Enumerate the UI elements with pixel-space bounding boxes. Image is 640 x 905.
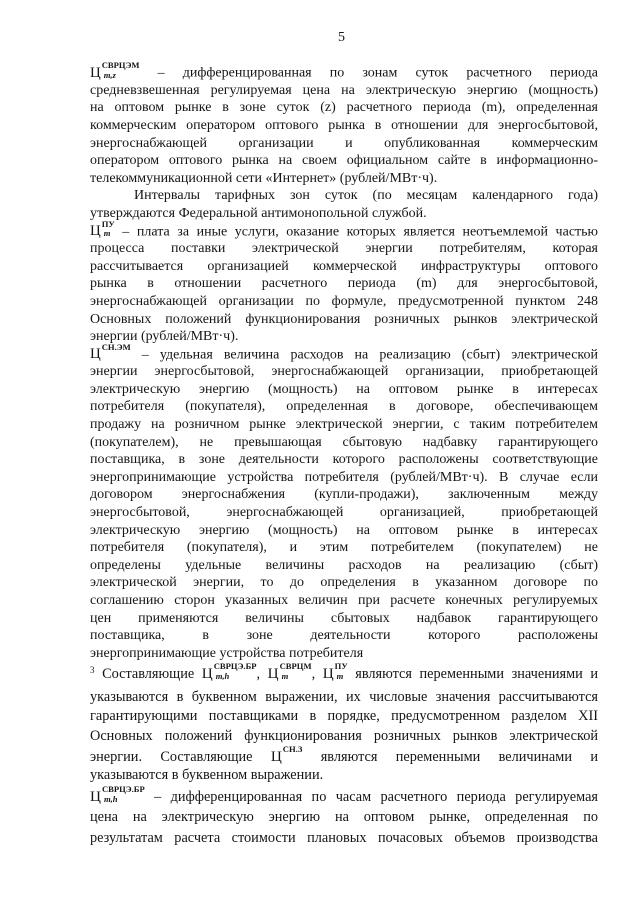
formula-symbol: [90, 60, 140, 81]
text-line: [90, 451, 598, 469]
text-run: Основных положений функционирования розничных рынков электрической: [90, 311, 598, 327]
text-run: энергии. Составляющие: [90, 748, 271, 765]
text-run: энергопринимающие устройства потребителя (рублей/МВт·ч). В случае если: [90, 469, 598, 485]
text-line: [90, 627, 598, 645]
formula-base: Ц: [270, 747, 282, 765]
formula-symbol: [90, 784, 145, 805]
continued-text: [90, 784, 598, 849]
text-line: [90, 807, 598, 828]
footnote-block: [90, 661, 598, 786]
formula-symbol: [90, 218, 115, 240]
formula-subscript: [283, 754, 285, 764]
text-run: продажу на розничном рынке электрической энергии, с таким потребителем: [90, 417, 598, 433]
text-run: результатам расчета стоимости плановых почасовых объемов производства: [90, 829, 598, 846]
formula-base: Ц: [90, 64, 101, 81]
text-line: [90, 504, 598, 522]
text-run: ,: [311, 666, 323, 683]
formula-base: Ц: [90, 346, 101, 363]
formula-indices: [102, 61, 140, 80]
text-run: – дифференцированная по зонам суток расчетного периода: [139, 65, 598, 81]
text-line: [90, 557, 598, 575]
text-line: [90, 592, 598, 610]
text-line: [90, 486, 598, 504]
formula-subscript: m: [336, 670, 344, 681]
text-run: являются переменными значениями и: [347, 666, 598, 683]
text-run: энергопринимающие устройства потребителя: [90, 645, 364, 661]
text-run: Интервалы тарифных зон суток (по месяцам календарного года): [134, 188, 598, 204]
text-run: поставщика, в зоне деятельности которого расположены соответствующие: [90, 452, 598, 468]
formula-superscript: ПУ: [334, 661, 348, 672]
text-run: оператором оптового рынка на своем официальном сайте в информационно-: [90, 153, 598, 169]
text-line: [90, 170, 598, 188]
text-run: потребителя (покупателя), определенная в договоре, обеспечивающем: [90, 399, 598, 415]
text-run: процесса поставки электрической энергии потребителям, которая: [90, 241, 598, 257]
formula-subscript: [102, 352, 104, 362]
text-line: [90, 218, 598, 241]
formula-indices: [102, 343, 131, 362]
text-line: [90, 60, 598, 82]
text-line: [90, 381, 598, 399]
text-line: [90, 727, 598, 747]
text-line: [90, 688, 598, 708]
footnote-marker: 3: [90, 665, 95, 676]
text-line: [90, 99, 598, 117]
formula-superscript: СН.З: [282, 743, 303, 754]
formula-base: Ц: [90, 787, 101, 805]
text-line: [90, 293, 598, 311]
text-run: указываются в буквенном выражении.: [90, 767, 324, 784]
text-run: соглашению сторон указанных величин при расчете конечных регулируемых: [90, 593, 598, 608]
text-run: указываются в буквенном выражении, их числовые значения рассчитываются: [90, 688, 598, 705]
text-line: [90, 135, 598, 153]
formula-subscript: m: [103, 228, 111, 239]
formula-subscript: m: [281, 670, 289, 681]
text-run: являются переменными величинами и: [302, 748, 598, 765]
formula-superscript: СВРЦЭМ: [101, 60, 140, 71]
formula-symbol: [90, 341, 131, 363]
text-line: [90, 416, 598, 434]
formula-symbol: [201, 661, 257, 683]
formula-base: Ц: [267, 665, 279, 683]
text-run: цена на электрическую энергию на оптовом рынке, определенная по: [90, 809, 598, 826]
text-run: Составляющие: [94, 666, 202, 683]
formula-symbol: [270, 743, 303, 765]
paragraph-other-services-fee: [90, 218, 598, 346]
text-run: электрическую энергию (мощность) на оптовом рынке в интересах: [90, 381, 598, 397]
text-line: [90, 258, 598, 276]
formula-subscript: m,h: [215, 670, 230, 681]
text-run: телекоммуникационной сети «Интернет» (рублей/МВт·ч).: [90, 170, 438, 186]
text-run: ,: [256, 666, 268, 683]
text-line: [90, 434, 598, 452]
text-run: электрической энергии, то до определения в указанном договоре по: [90, 575, 598, 591]
text-line: [90, 610, 598, 628]
text-line: [90, 275, 598, 293]
text-run: договором энергоснабжения (купли-продажи), заключенным между: [90, 487, 598, 503]
text-run: – дифференцированная по часам расчетного периода регулируемая: [144, 788, 598, 805]
formula-subscript: m,h: [103, 793, 118, 804]
text-line: [90, 363, 598, 381]
text-run: коммерческим оператором оптового рынка в отношении для энергосбытовой,: [90, 117, 598, 133]
text-line: [90, 398, 598, 416]
text-run: потребителя (покупателя), и этим потребителем (покупателем) не: [90, 540, 598, 556]
text-line: [90, 82, 598, 100]
text-line: [90, 328, 598, 346]
formula-superscript: СН.ЭМ: [101, 341, 131, 352]
paragraph-footnote: [90, 661, 598, 786]
text-run: на оптовом рынке в зоне суток (z) расчетного периода (m), определенная: [90, 100, 598, 116]
text-line: [90, 152, 598, 170]
text-line: [90, 743, 598, 767]
page-number: 5: [338, 30, 345, 45]
text-line: [90, 205, 598, 223]
text-line: [90, 645, 598, 663]
text-line: [90, 661, 598, 684]
main-text: [90, 60, 598, 662]
text-line: [90, 117, 598, 135]
text-line: [90, 707, 598, 727]
text-line: [90, 784, 598, 808]
paragraph-zone-price: [90, 60, 598, 187]
formula-superscript: ПУ: [101, 218, 115, 229]
text-run: гарантирующими поставщиками в порядке, предусмотренном разделом XII: [90, 708, 598, 725]
text-line: [90, 311, 598, 329]
formula-base: Ц: [201, 665, 213, 683]
paragraph-sales-expenses: [90, 341, 598, 663]
text-line: [90, 187, 598, 205]
text-run: (покупателем), не превышающая сбытовую надбавку гарантирующего: [90, 434, 598, 450]
text-run: энергии энергосбытовой, энергоснабжающей организации, приобретающей: [90, 364, 598, 380]
formula-indices: [214, 662, 257, 681]
text-run: рассчитывается организацией коммерческой инфраструктуры оптового: [90, 258, 598, 274]
formula-indices: [283, 745, 303, 764]
formula-indices: [102, 785, 145, 804]
text-line: [90, 766, 598, 786]
formula-indices: [280, 662, 312, 681]
text-run: рынка в отношении расчетного периода (m) для энергосбытовой,: [90, 276, 598, 292]
text-run: – удельная величина расходов на реализацию (сбыт) электрической: [130, 347, 598, 363]
text-run: средневзвешенная регулируемая цена на электрическую энергию (мощность): [90, 82, 598, 98]
text-run: энергии (рублей/МВт·ч).: [90, 329, 239, 345]
text-run: Основных положений функционирования розничных рынков электрической: [90, 727, 598, 744]
text-line: [90, 828, 598, 849]
formula-superscript: СВРЦМ: [279, 661, 312, 672]
formula-subscript: m,z: [103, 69, 116, 80]
text-line: [90, 240, 598, 258]
formula-superscript: СВРЦЭ.БР: [213, 661, 257, 672]
formula-indices: [335, 662, 348, 681]
formula-superscript: СВРЦЭ.БР: [101, 784, 145, 795]
formula-symbol: [267, 661, 312, 683]
paragraph-hourly-price: [90, 784, 598, 849]
paragraph-tariff-zones: [90, 187, 598, 222]
text-line: [90, 341, 598, 364]
formula-base: Ц: [322, 665, 334, 683]
text-line: [90, 539, 598, 557]
text-run: цен применяются величины сбытовых надбавок гарантирующего: [90, 610, 598, 626]
text-run: электрическую энергию (мощность) на оптовом рынке в интересах: [90, 522, 598, 538]
text-line: [90, 469, 598, 487]
text-run: поставщика, в зоне деятельности которого расположены: [90, 628, 598, 644]
text-line: [90, 522, 598, 540]
text-run: энергоснабжающей организации и опубликованная коммерческим: [90, 135, 598, 151]
text-run: утверждаются Федеральной антимонопольной службой.: [90, 205, 427, 221]
text-run: определены удельные величины расходов на реализацию (сбыт): [90, 557, 598, 573]
text-run: – плата за иные услуги, оказание которых является неотъемлемой частью: [114, 224, 598, 240]
text-run: энергоснабжающей организации по формуле, предусмотренной пунктом 248: [90, 293, 598, 309]
formula-base: Ц: [90, 223, 101, 240]
formula-symbol: [322, 661, 348, 683]
text-run: энергосбытовой, энергоснабжающей организацией, приобретающей: [90, 505, 598, 521]
formula-indices: [102, 220, 115, 239]
text-line: [90, 574, 598, 592]
